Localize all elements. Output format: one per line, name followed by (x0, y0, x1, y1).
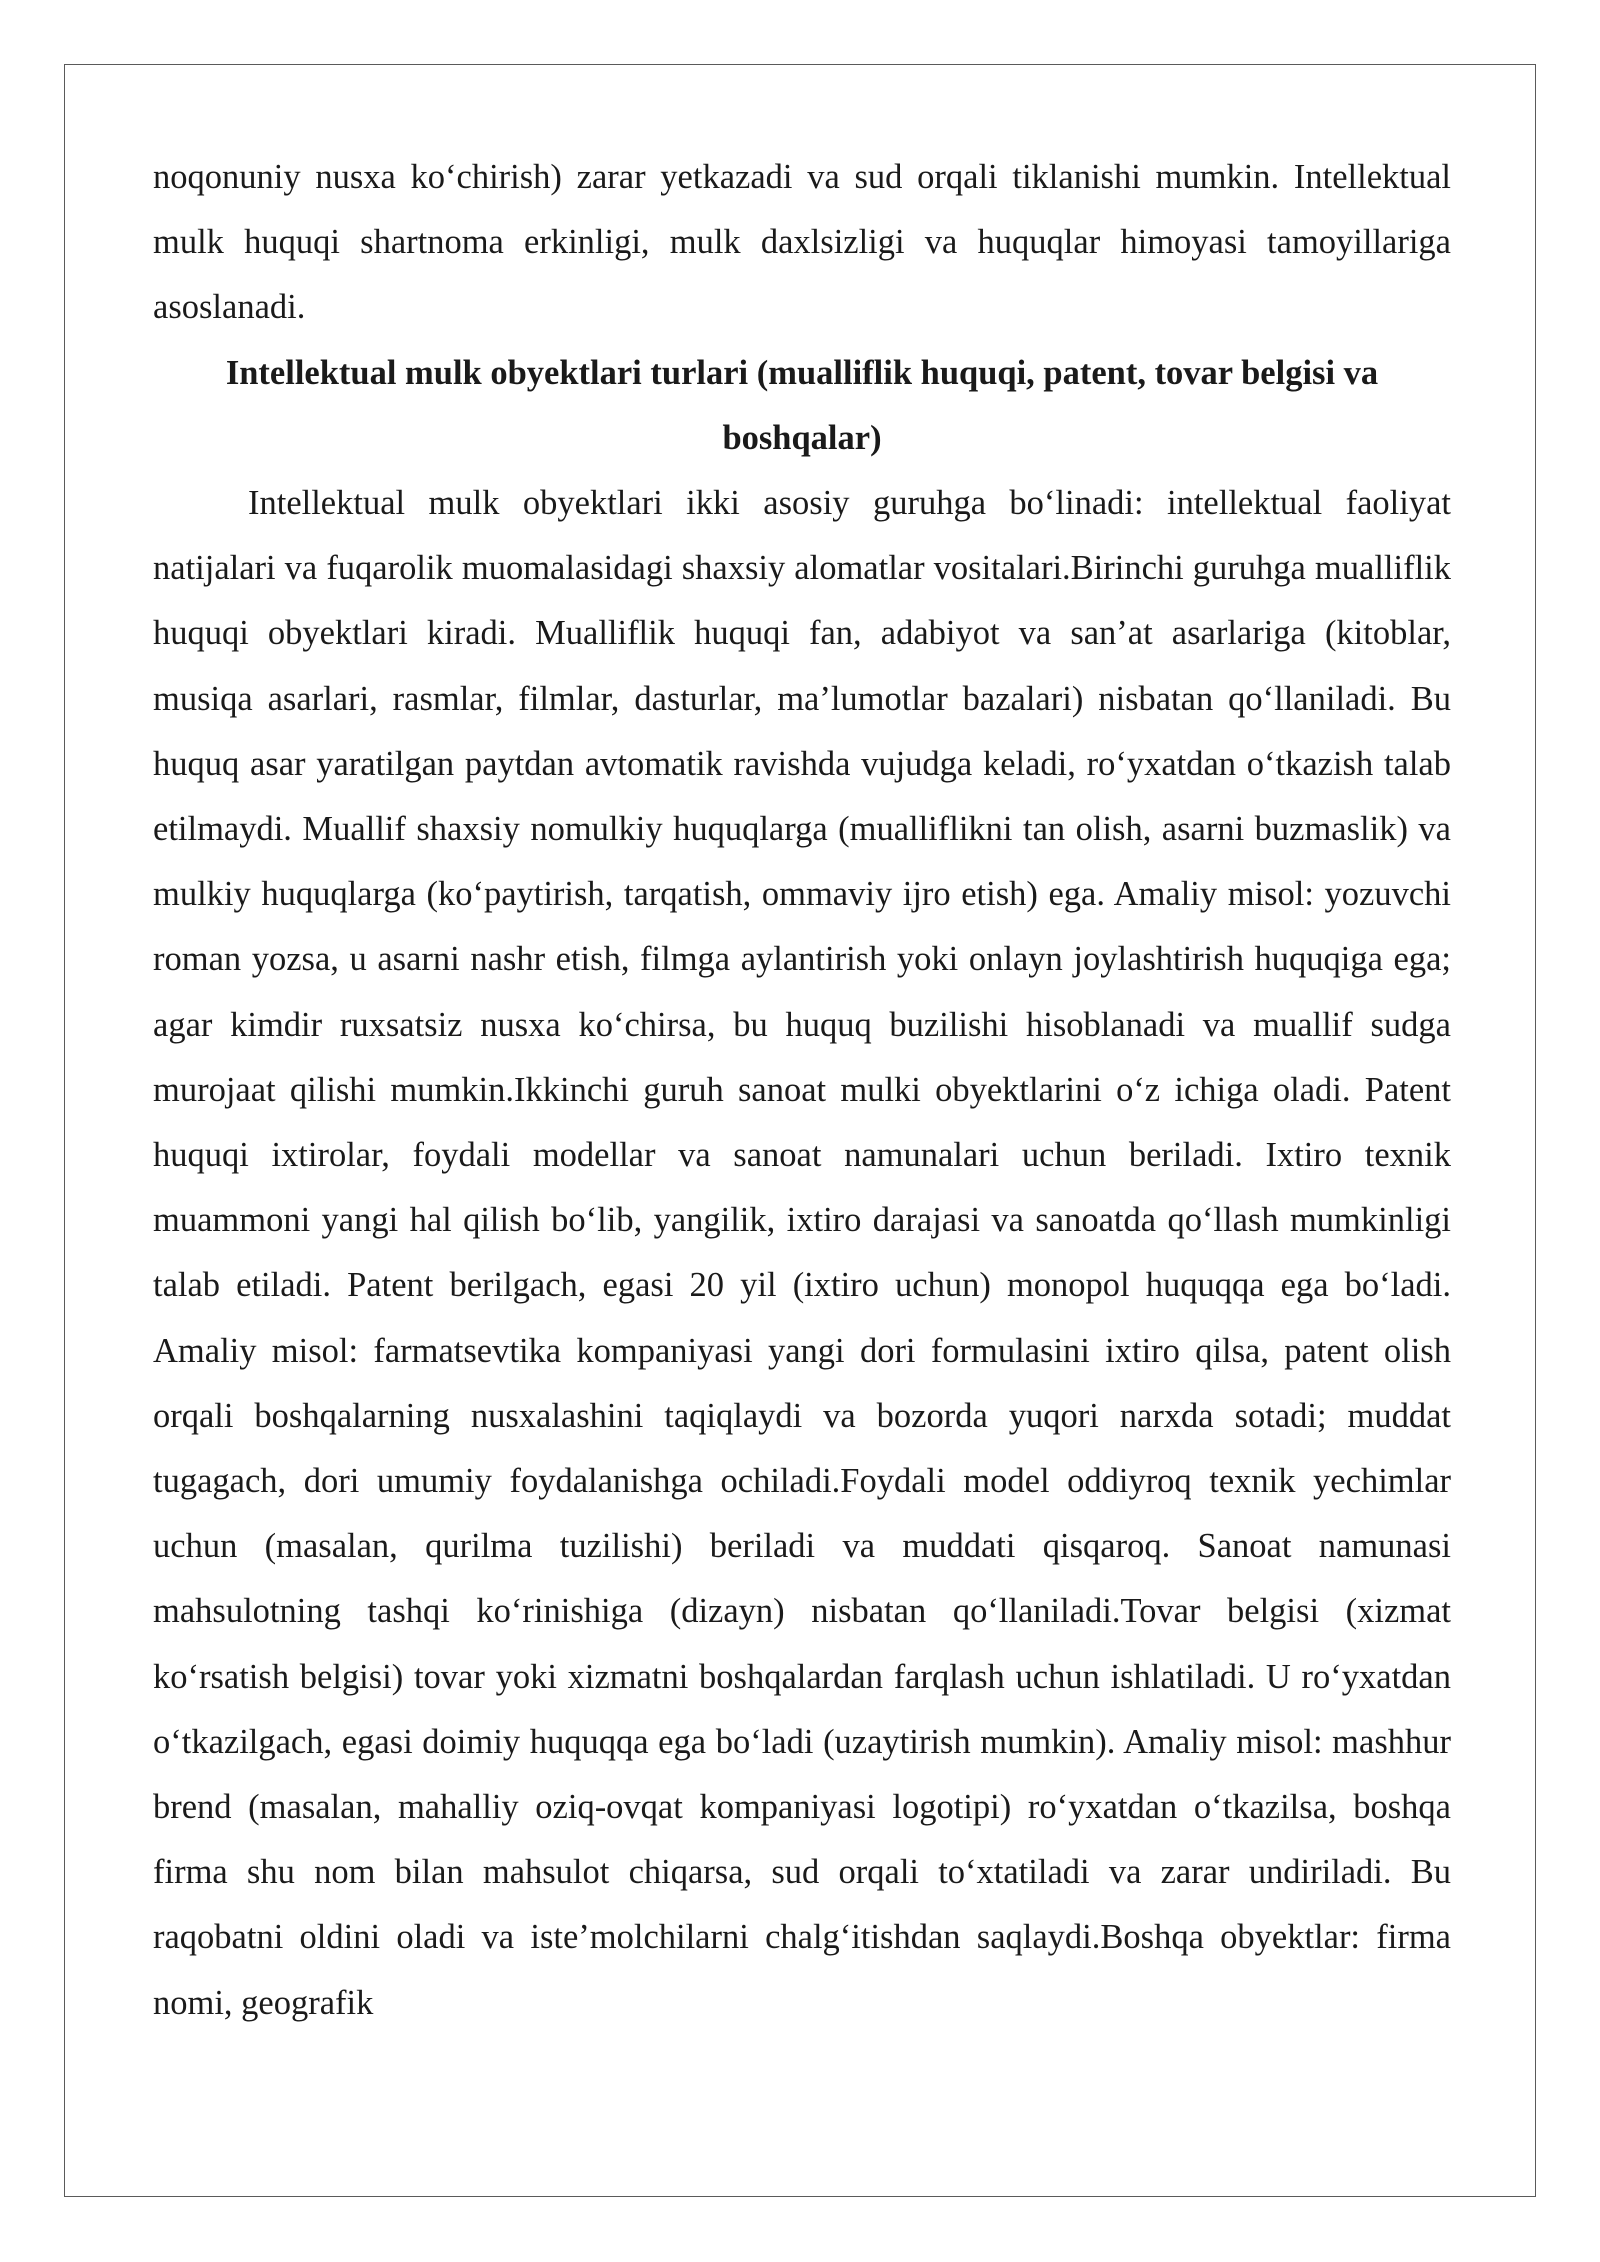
paragraph-main: Intellektual mulk obyektlari ikki asosiy guruhga bo‘linadi: intellektual faoliyat natijalari va fuqarolik muomalasidagi shaxsiy alomatlar vositalari.Birinchi guruhga mualliflik huquqi obyektlari kiradi. Mualliflik huquqi fan, adabiyot va san’at asarlariga (kitoblar, musiqa asarlari, rasmlar, filmlar, dasturlar, ma’lumotlar bazalari) nisbatan qo‘llaniladi. Bu huquq asar yaratilgan paytdan avtomatik ravishda vujudga keladi, ro‘yxatdan o‘tkazish talab etilmaydi. Muallif shaxsiy nomulkiy huquqlarga (mualliflikni tan olish, asarni buzmaslik) va mulkiy huquqlarga (ko‘paytirish, tarqatish, ommaviy ijro etish) ega. Amaliy misol: yozuvchi roman yozsa, u asarni nashr etish, filmga aylantirish yoki onlayn joylashtirish huquqiga ega; agar kimdir ruxsatsiz nusxa ko‘chirsa, bu huquq buzilishi hisoblanadi va muallif sudga murojaat qilishi mumkin.Ikkinchi guruh sanoat mulki obyektlarini o‘z ichiga oladi. Patent huquqi ixtirolar, foydali modellar va sanoat namunalari uchun beriladi. Ixtiro texnik muammoni yangi hal qilish bo‘lib, yangilik, ixtiro darajasi va sanoatda qo‘llash mumkinligi talab etiladi. Patent berilgach, egasi 20 yil (ixtiro uchun) monopol huquqqa ega bo‘ladi. Amaliy misol: farmatsevtika kompaniyasi yangi dori formulasini ixtiro qilsa, patent olish orqali boshqalarning nusxalashini taqiqlaydi va bozorda yuqori narxda sotadi; muddat tugagach, dori umumiy foydalanishga ochiladi.Foydali model oddiyroq texnik yechimlar uchun (masalan, qurilma tuzilishi) beriladi va muddati qisqaroq. Sanoat namunasi mahsulotning tashqi ko‘rinishiga (dizayn) nisbatan qo‘llaniladi.Tovar belgisi (xizmat ko‘rsatish belgisi) tovar yoki xizmatni boshqalardan farqlash uchun ishlatiladi. U ro‘yxatdan o‘tkazilgach, egasi doimiy huquqqa ega bo‘ladi (uzaytirish mumkin). Amaliy misol: mashhur brend (masalan, mahalliy oziq-ovqat kompaniyasi logotipi) ro‘yxatdan o‘tkazilsa, boshqa firma shu nom bilan mahsulot chiqarsa, sud orqali to‘xtatiladi va zarar undiriladi. Bu raqobatni oldini oladi va iste’molchilarni chalg‘itishdan saqlaydi.Boshqa obyektlar: firma nomi, geografik (153, 484, 1451, 2022)
document-body (153, 145, 1451, 2036)
paragraph-continuation: noqonuniy nusxa ko‘chirish) zarar yetkazadi va sud orqali tiklanishi mumkin. Intellektual mulk huquqi shartnoma erkinligi, mulk daxlsizligi va huquqlar himoyasi tamoyillariga asoslanadi. (153, 158, 1451, 327)
section-heading: Intellektual mulk obyektlari turlari (mualliflik huquqi, patent, tovar belgisi va boshqalar) (225, 353, 1379, 457)
